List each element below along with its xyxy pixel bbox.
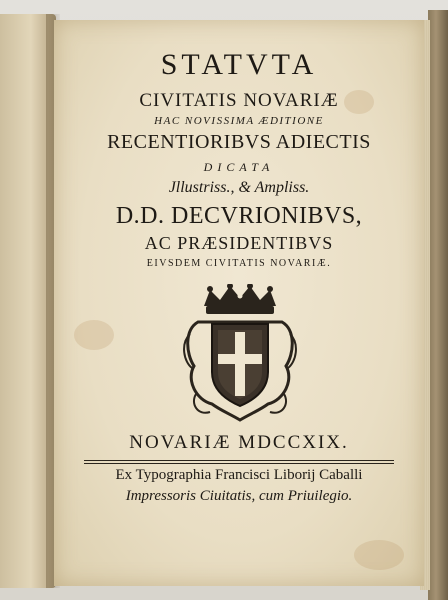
dedicatee-decurions: D.D. DECVRIONIBVS, xyxy=(115,203,363,229)
imprint-privilege: Impressoris Ciuitatis, cum Priuilegio. xyxy=(125,488,353,504)
imprint-rule xyxy=(84,460,394,461)
dedication-honorifics: Jllustriss., & Ampliss. xyxy=(168,179,310,196)
dedication-word: DICATA xyxy=(203,160,275,174)
imprint-rule xyxy=(84,463,394,464)
imprint-printer: Ex Typographia Francisci Liborij Caballi xyxy=(115,467,363,483)
main-title: STATVTA xyxy=(160,48,318,81)
foxing-stain xyxy=(74,320,114,350)
crown-icon xyxy=(204,284,276,314)
subtitle-edition: HAC NOVISSIMA ÆDITIONE xyxy=(154,115,324,127)
foxing-stain xyxy=(354,540,404,570)
dedicatee-presidents: AC PRÆSIDENTIBVS xyxy=(144,233,334,253)
coat-of-arms-icon xyxy=(176,284,304,424)
subtitle-recentioribus: RECENTIORIBVS ADIECTIS xyxy=(107,131,371,153)
title-page xyxy=(54,20,424,586)
dedicatee-city: EIVSDEM CIVITATIS NOVARIÆ. xyxy=(146,258,332,269)
book-back-board xyxy=(428,10,448,600)
imprint-place-date: NOVARIÆ MDCCXIX. xyxy=(129,432,349,453)
subtitle-civitatis: CIVITATIS NOVARIÆ xyxy=(139,90,339,111)
